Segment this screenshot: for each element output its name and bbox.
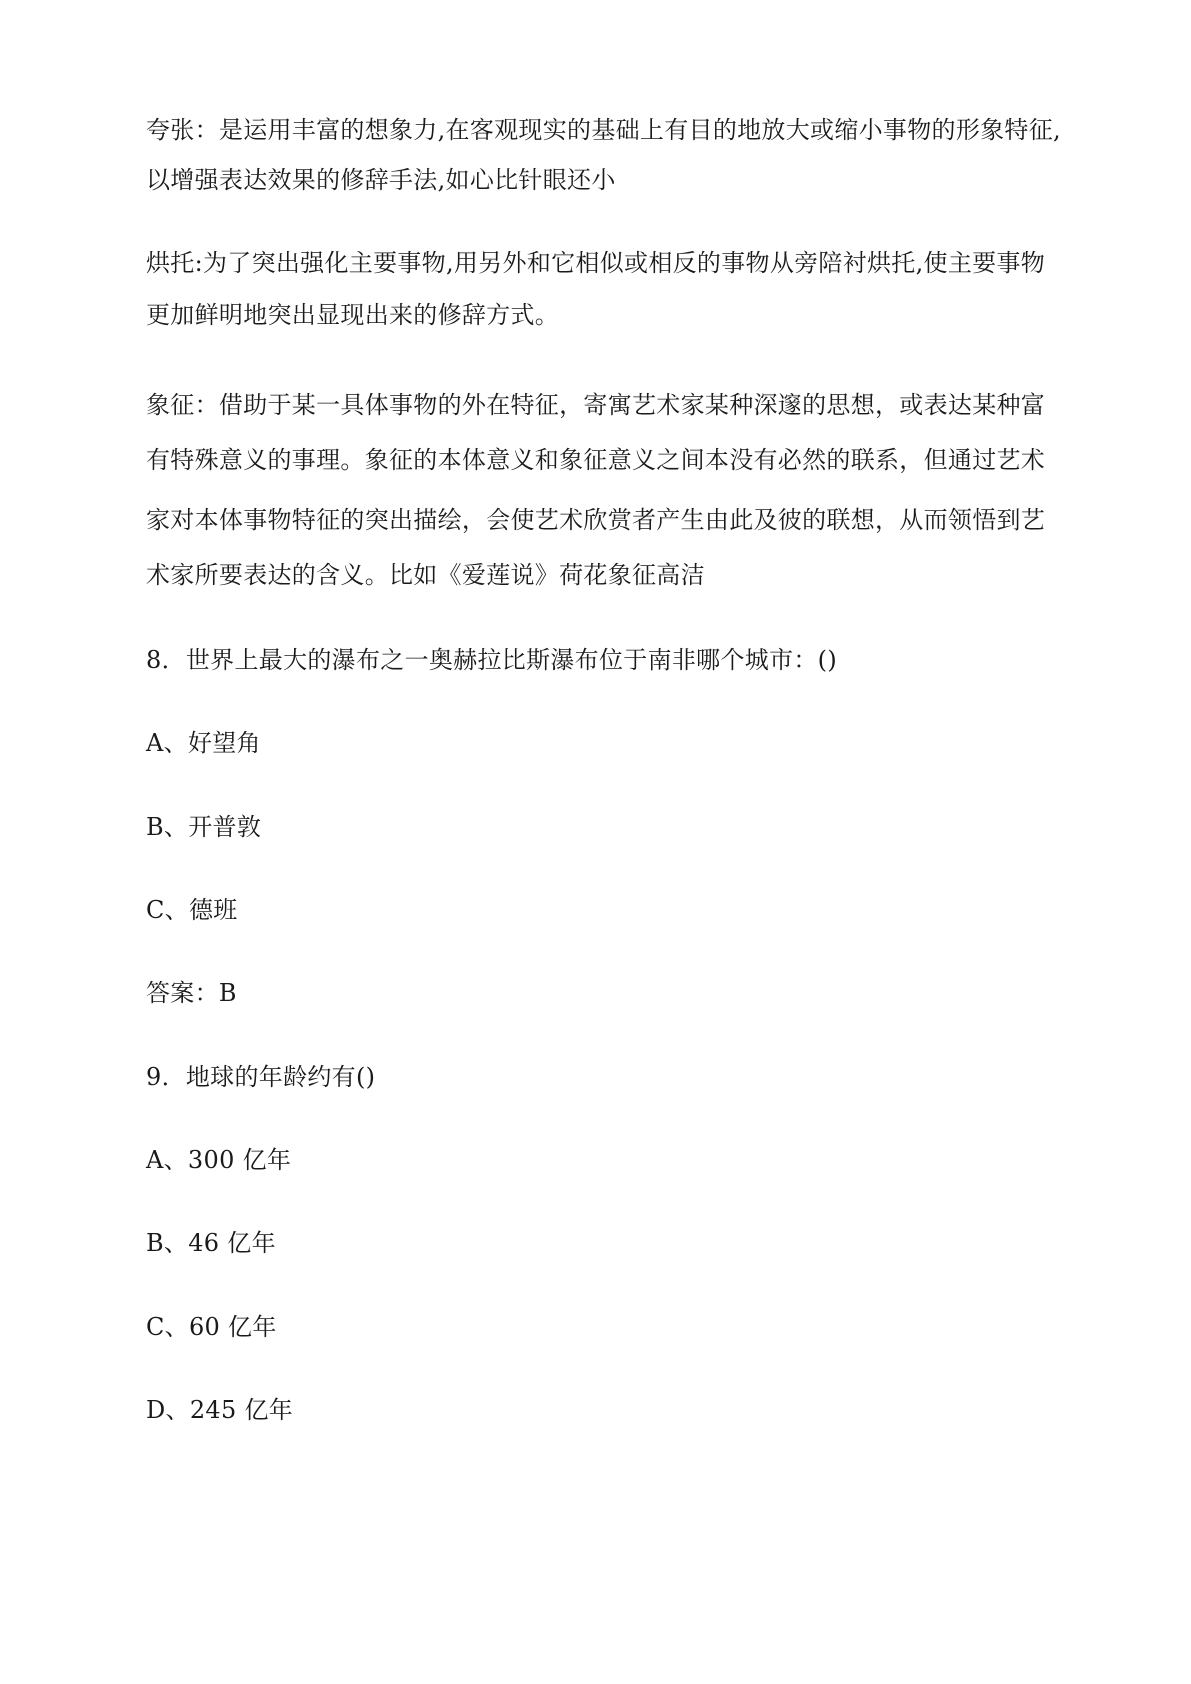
- question-9-option-d: D、245 亿年: [146, 1396, 294, 1424]
- question-8-option-b: B、开普敦: [146, 813, 262, 841]
- definition-exaggeration-line-2: 以增强表达效果的修辞手法,如心比针眼还小: [146, 166, 616, 194]
- definition-foil-line-2: 更加鲜明地突出显现出来的修辞方式。: [146, 301, 560, 329]
- definition-symbolism-line-3: 家对本体事物特征的突出描绘，会使艺术欣赏者产生由此及彼的联想，从而领悟到艺: [146, 506, 1046, 534]
- question-9-option-b: B、46 亿年: [146, 1229, 276, 1257]
- definition-symbolism-line-2: 有特殊意义的事理。象征的本体意义和象征意义之间本没有必然的联系，但通过艺术: [146, 446, 1046, 474]
- question-9-stem: 9．地球的年龄约有(): [146, 1063, 376, 1091]
- definition-foil-line-1: 烘托:为了突出强化主要事物,用另外和它相似或相反的事物从旁陪衬烘托,使主要事物: [146, 249, 1046, 277]
- question-8-option-a: A、好望角: [146, 729, 261, 757]
- question-8-answer: 答案：B: [146, 979, 237, 1007]
- question-8-option-c: C、德班: [146, 896, 238, 924]
- definition-symbolism-line-1: 象征：借助于某一具体事物的外在特征，寄寓艺术家某种深邃的思想，或表达某种富: [146, 391, 1046, 419]
- question-9-option-c: C、60 亿年: [146, 1313, 277, 1341]
- definition-symbolism-line-4: 术家所要表达的含义。比如《爱莲说》荷花象征高洁: [146, 561, 705, 589]
- question-9-option-a: A、300 亿年: [146, 1146, 292, 1174]
- question-8-stem: 8．世界上最大的瀑布之一奥赫拉比斯瀑布位于南非哪个城市：(): [146, 646, 837, 674]
- definition-exaggeration-line-1: 夸张：是运用丰富的想象力,在客观现实的基础上有目的地放大或缩小事物的形象特征,: [146, 116, 1061, 144]
